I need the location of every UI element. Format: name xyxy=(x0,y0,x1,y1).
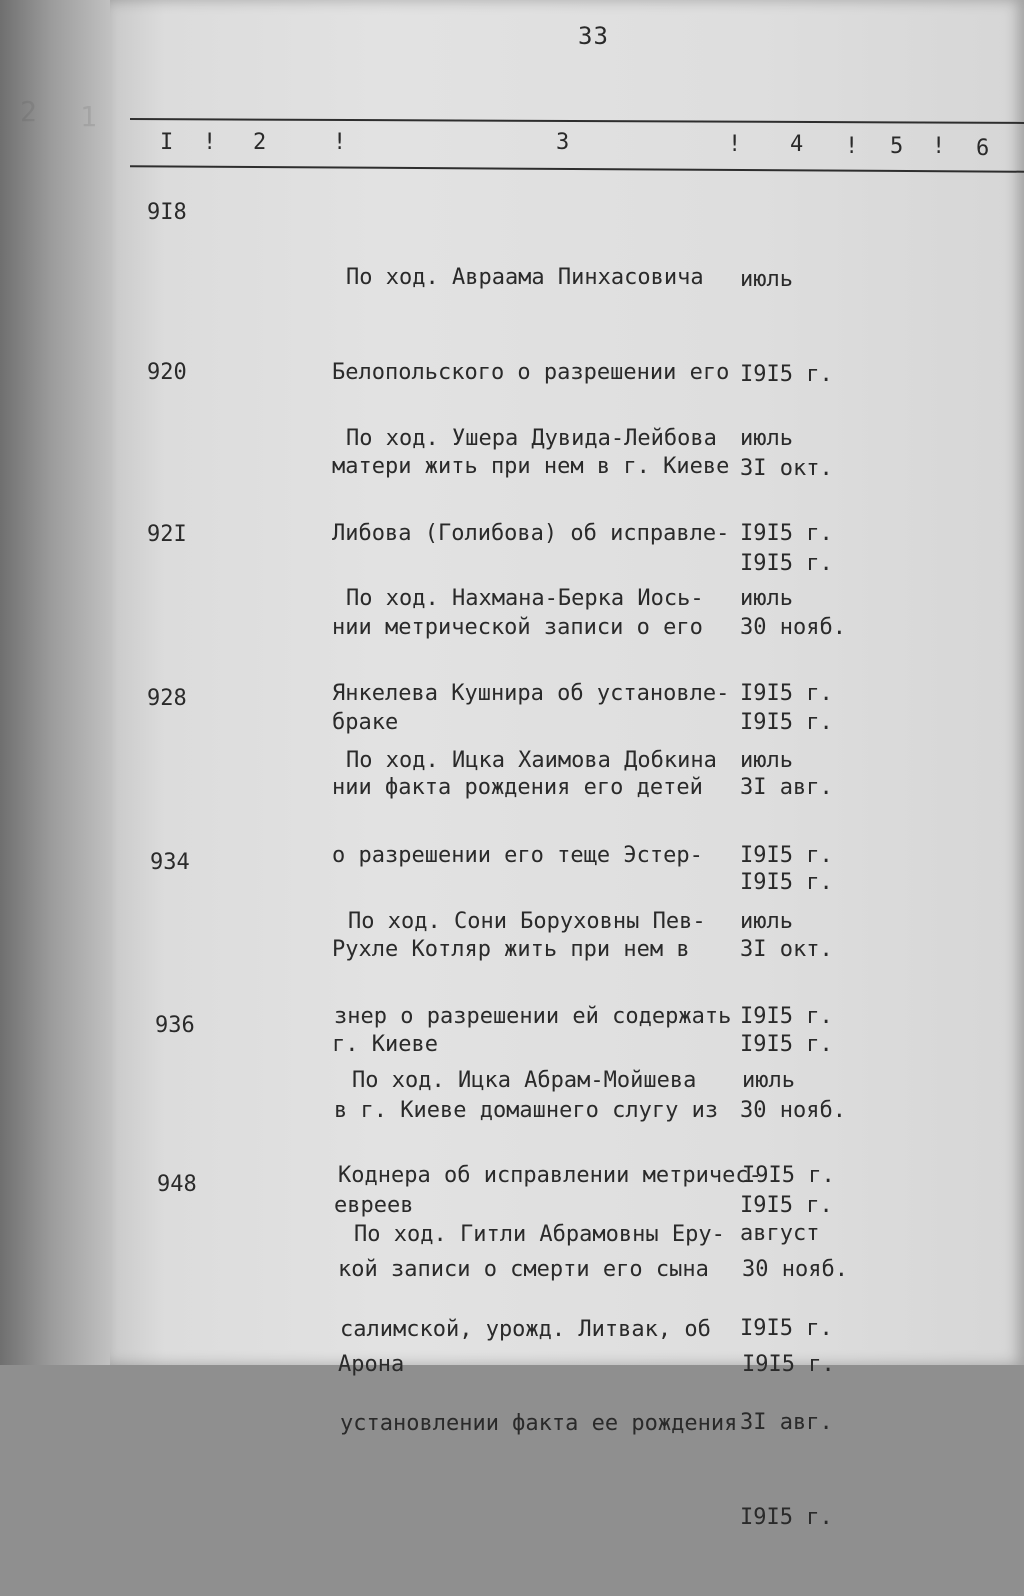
column-header-6: 6 xyxy=(976,136,990,161)
description-line: Рухле Котляр жить при нем в xyxy=(332,937,690,962)
date-line: июль xyxy=(740,909,793,934)
column-header-1: I xyxy=(160,130,174,155)
description-line: По ход. Ицка Хаимова Добкина xyxy=(346,748,717,773)
date-line: I9I5 г. xyxy=(742,1162,835,1188)
date-line: июль xyxy=(740,586,793,611)
date-line: 3I авг. xyxy=(740,775,833,800)
date-line: I9I5 г. xyxy=(740,1031,833,1057)
column-separator: ! xyxy=(845,134,859,159)
description-line: знер о разрешении ей содержать xyxy=(334,1003,732,1029)
date-line: I9I5 г. xyxy=(740,1504,833,1530)
date-line: 30 нояб. xyxy=(740,1098,846,1123)
description-line: Коднера об исправлении метричес- xyxy=(338,1162,762,1188)
page-number: 33 xyxy=(578,22,609,50)
column-header-2: 2 xyxy=(253,130,267,155)
column-header-5: 5 xyxy=(890,134,904,159)
date-line: I9I5 г. xyxy=(742,1351,835,1377)
bleed-through-mark: 1 xyxy=(80,100,97,133)
description-line: кой записи о смерти его сына xyxy=(338,1257,709,1282)
description-line: По ход. Авраама Пинхасовича xyxy=(346,265,704,290)
date-line: июль xyxy=(740,267,793,292)
date-line: I9I5 г. xyxy=(740,550,833,576)
entry-number: 934 xyxy=(150,850,190,875)
description-line: Янкелева Кушнира об установле- xyxy=(332,680,730,706)
bleed-through-mark: 2 xyxy=(20,95,37,128)
date-line: I9I5 г. xyxy=(740,1003,833,1029)
column-separator: ! xyxy=(728,132,742,157)
date-line: июль xyxy=(740,426,793,451)
date-line: I9I5 г. xyxy=(740,869,833,895)
date-line: I9I5 г. xyxy=(740,680,833,706)
entry-number: 9I8 xyxy=(147,200,187,225)
entry-description xyxy=(340,1156,737,1503)
description-line: нии факта рождения его детей xyxy=(332,775,703,800)
description-line: По ход. Нахмана-Берка Иось- xyxy=(346,586,704,611)
description-line: По ход. Ушера Дувида-Лейбова xyxy=(346,426,717,451)
description-line: Белопольского о разрешении его xyxy=(332,359,730,385)
date-line: 3I авг. xyxy=(740,1410,833,1435)
date-line: I9I5 г. xyxy=(740,1192,833,1218)
description-line: Арона xyxy=(338,1351,405,1377)
description-line: Либова (Голибова) об исправле- xyxy=(332,520,730,546)
date-line: I9I5 г. xyxy=(740,842,833,868)
date-line: 30 нояб. xyxy=(742,1257,848,1282)
description-line: о разрешении его теще Эстер- xyxy=(332,842,703,868)
entry-number: 948 xyxy=(157,1172,197,1197)
date-line: I9I5 г. xyxy=(740,709,833,735)
date-line: август xyxy=(740,1221,820,1246)
column-separator: ! xyxy=(333,130,347,155)
date-line: I9I5 г. xyxy=(740,520,833,546)
description-line: По ход. Сони Боруховны Пев- xyxy=(348,909,706,934)
description-line: установлении факта ее рождения xyxy=(340,1411,738,1436)
date-line: 3I окт. xyxy=(740,937,833,962)
column-header-3: 3 xyxy=(556,130,570,155)
description-line: нии метрической записи о его xyxy=(332,615,703,640)
description-line: в г. Киеве домашнего слугу из xyxy=(334,1098,719,1123)
entry-number: 928 xyxy=(147,686,187,711)
description-line: евреев xyxy=(334,1192,414,1218)
entry-number: 936 xyxy=(155,1013,195,1038)
date-line: I9I5 г. xyxy=(740,361,833,387)
description-line: браке xyxy=(332,709,399,735)
entry-dates xyxy=(740,1155,833,1596)
description-line: г. Киеве xyxy=(332,1031,438,1057)
column-header-4: 4 xyxy=(790,132,804,157)
date-line: июль xyxy=(740,748,793,773)
date-line: июль xyxy=(742,1068,795,1093)
description-line: матери жить при нем в г. Киеве xyxy=(332,454,730,479)
description-line: салимской, урожд. Литвак, об xyxy=(340,1316,711,1342)
entry-number: 920 xyxy=(147,360,187,385)
column-separator: ! xyxy=(203,130,217,155)
date-line: I9I5 г. xyxy=(740,1315,833,1341)
date-line: 3I окт. xyxy=(740,456,833,481)
description-line: По ход. Гитли Абрамовны Еру- xyxy=(354,1222,725,1247)
column-separator: ! xyxy=(932,134,946,159)
date-line: 30 нояб. xyxy=(740,615,846,640)
entry-number: 92I xyxy=(147,522,187,547)
description-line: По ход. Ицка Абрам-Мойшева xyxy=(352,1068,697,1093)
